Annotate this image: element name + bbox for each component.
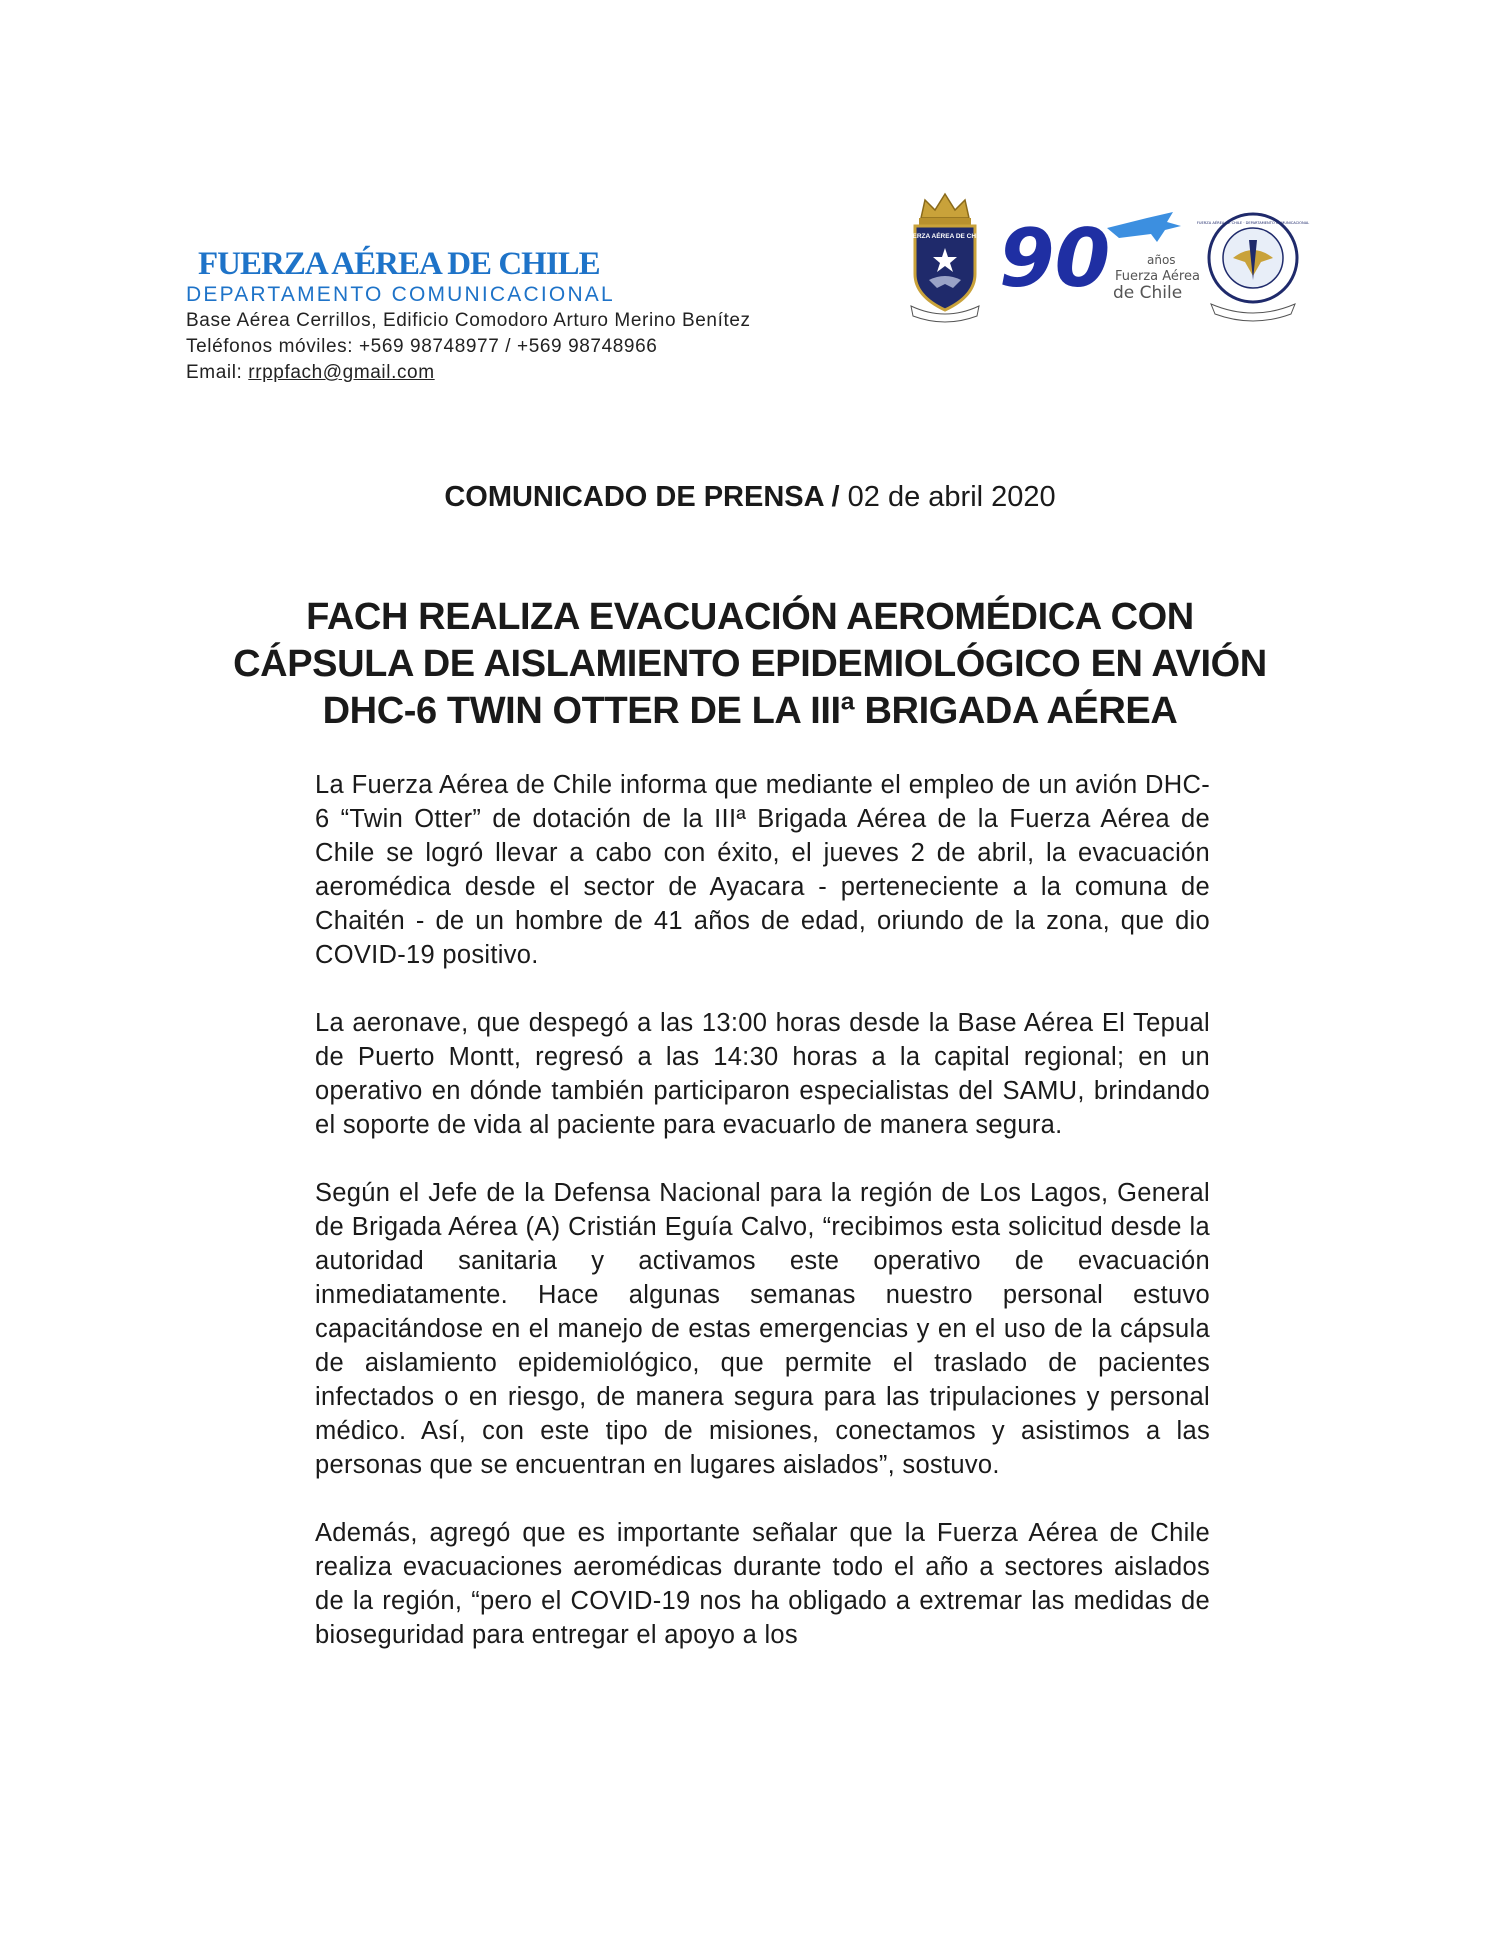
ninety-years-logo bbox=[997, 208, 1200, 308]
anniversary-org-line2: de Chile bbox=[1113, 283, 1183, 303]
org-name: FUERZA AÉREA DE CHILE bbox=[198, 246, 600, 282]
email-label: Email: bbox=[186, 362, 249, 383]
crest-text: FUERZA AÉREA DE CHILE bbox=[903, 233, 987, 240]
department-name: DEPARTAMENTO COMUNICACIONAL bbox=[186, 283, 615, 306]
headline-line-2: CÁPSULA DE AISLAMIENTO EPIDEMIOLÓGICO EN AVIÓN bbox=[233, 643, 1267, 685]
release-date: 02 de abril 2020 bbox=[839, 481, 1056, 513]
email-link[interactable]: rrppfach@gmail.com bbox=[248, 362, 435, 383]
email-line bbox=[186, 360, 751, 386]
headline bbox=[150, 594, 1350, 735]
logo-group bbox=[903, 188, 1310, 333]
article-body bbox=[315, 768, 1210, 1686]
jet-icon bbox=[1107, 212, 1181, 242]
paragraph-2: La aeronave, que despegó a las 13:00 horas desde la Base Aérea El Tepual de Puerto Montt, regresó a las 14:30 horas a la capital regional; en un operativo en dónde también participaron especialistas del SAMU, brindando el soporte de vida al paciente para evacuarlo de manera segura. bbox=[315, 1009, 1210, 1139]
paragraph-1: La Fuerza Aérea de Chile informa que mediante el empleo de un avión DHC-6 “Twin Otter” de dotación de la IIIª Brigada Aérea de la Fuerza Aérea de Chile se logró llevar a cabo con éxito, el jueves 2 de abril, la evacuación aeromédica desde el sector de Ayacara - perteneciente a la comuna de Chaitén - de un hombre de 41 años de edad, oriundo de la zona, que dio COVID-19 positivo. bbox=[315, 771, 1210, 969]
ninety-number: 90 bbox=[999, 212, 1111, 305]
headline-line-3: DHC-6 TWIN OTTER DE LA IIIª BRIGADA AÉREA bbox=[322, 690, 1178, 732]
anniversary-org-line1: Fuerza Aérea bbox=[1115, 269, 1200, 284]
release-label: COMUNICADO DE PRENSA / bbox=[444, 481, 840, 513]
paragraph-4: Además, agregó que es importante señalar que la Fuerza Aérea de Chile realiza evacuaciones aeromédicas durante todo el año a sectores aislados de la región, “pero el COVID-19 nos ha obligado a extremar las medidas de bioseguridad para entregar el apoyo a los bbox=[315, 1519, 1210, 1649]
fach-crest-logo bbox=[905, 188, 985, 323]
phone-numbers: Teléfonos móviles: +569 98748977 / +569 98748966 bbox=[186, 336, 658, 357]
department-seal-logo bbox=[1196, 210, 1310, 322]
address: Base Aérea Cerrillos, Edificio Comodoro Arturo Merino Benítez bbox=[186, 310, 751, 331]
anniversary-anos: años bbox=[1147, 253, 1176, 267]
letterhead bbox=[186, 246, 751, 386]
seal-text: FUERZA AÉREA DE CHILE · DEPARTAMENTO COMUNICACIONAL bbox=[1196, 221, 1310, 225]
release-dateline bbox=[0, 481, 1500, 514]
paragraph-3: Según el Jefe de la Defensa Nacional para la región de Los Lagos, General de Brigada Aérea (A) Cristián Eguía Calvo, “recibimos esta solicitud desde la autoridad sanitaria y activamos este operativo de evacuación inmediatamente. Hace algunas semanas nuestro personal estuvo capacitándose en el manejo de estas emergencias y en el uso de la cápsula de aislamiento epidemiológico, que permite el traslado de pacientes infectados o en riesgo, de manera segura para las tripulaciones y personal médico. Así, con este tipo de misiones, conectamos y asistimos a las personas que se encuentran en lugares aislados”, sostuvo. bbox=[315, 1179, 1210, 1479]
headline-line-1: FACH REALIZA EVACUACIÓN AEROMÉDICA CON bbox=[306, 596, 1194, 638]
